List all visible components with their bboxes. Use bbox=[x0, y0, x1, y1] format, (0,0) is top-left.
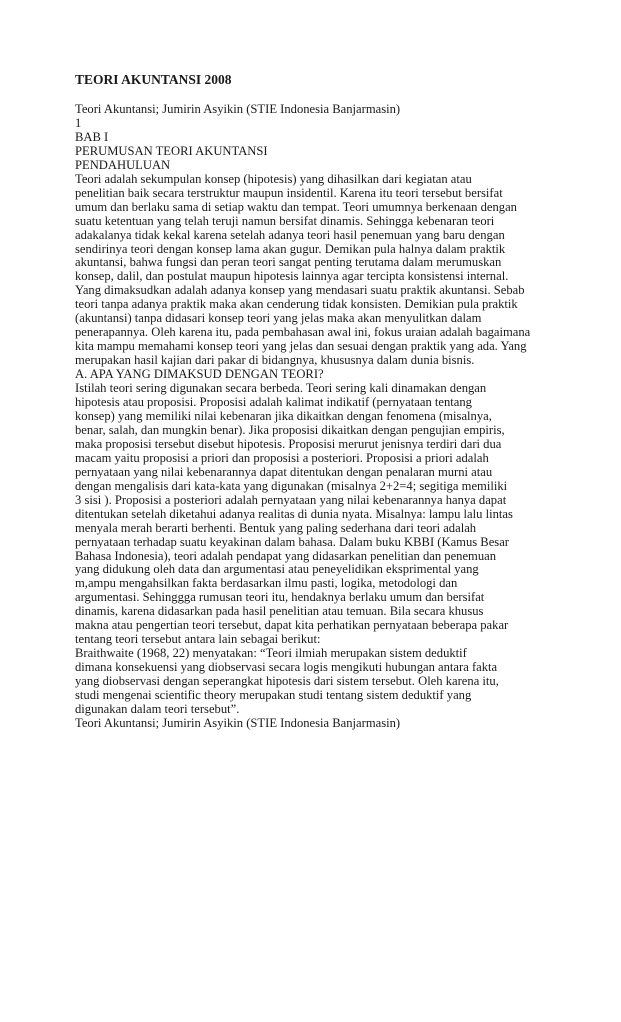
text-line: makna atau pengertian teori tersebut, dapat kita perhatikan pernyataan beberapa pakar bbox=[75, 618, 509, 633]
text-line: Yang dimaksudkan adalah adanya konsep yang mendasari suatu praktik akuntansi. Sebab bbox=[75, 283, 525, 298]
text-line: hipotesis atau proposisi. Proposisi adalah kalimat indikatif (pernyataan tentang bbox=[75, 395, 472, 410]
text-line: Braithwaite (1968, 22) menyatakan: “Teori ilmiah merupakan sistem deduktif bbox=[75, 646, 467, 661]
text-line: merupakan hasil kajian dari pakar di bidangnya, khususnya dalam dunia bisnis. bbox=[75, 353, 475, 368]
text-line: penerapannya. Oleh karena itu, pada pembahasan awal ini, fokus uraian adalah bagaimana bbox=[75, 325, 531, 340]
text-line: (akuntansi) tanpa didasari konsep teori yang jelas maka akan menyulitkan dalam bbox=[75, 311, 482, 326]
text-line: pernyataan terhadap suatu keyakinan dalam bahasa. Dalam buku KBBI (Kamus Besar bbox=[75, 534, 509, 549]
text-line: dimana konsekuensi yang diobservasi secara logis mengikuti hubungan antara fakta bbox=[75, 660, 498, 675]
text-line: dinamis, karena didasarkan pada hasil penelitian atau temuan. Bila secara khusus bbox=[75, 604, 484, 619]
text-line: Istilah teori sering digunakan secara berbeda. Teori sering kali dinamakan dengan bbox=[75, 381, 487, 396]
text-line: konsep, dalil, dan postulat maupun hipotesis lainnya agar tercipta konsistensi internal. bbox=[75, 269, 509, 284]
text-line: benar, salah, dan mungkin benar). Jika proposisi dikaitkan dengan pengujian empiris, bbox=[75, 422, 505, 437]
text-line: 3 sisi ). Proposisi a posteriori adalah pernyataan yang nilai kebenarannya hanya dapat bbox=[75, 492, 507, 507]
text-line: yang diobservasi dengan seperangkat hipotesis dari sistem tersebut. Oleh karena itu, bbox=[75, 674, 499, 689]
text-line: PENDAHULUAN bbox=[75, 157, 171, 172]
text-line: 1 bbox=[75, 115, 82, 130]
text-line: argumentasi. Sehinggga rumusan teori itu, hendaknya berlaku umum dan bersifat bbox=[75, 590, 485, 605]
text-line: m,ampu mengahsilkan fakta berdasarkan ilmu pasti, logika, metodologi dan bbox=[75, 576, 458, 591]
text-line: kita mampu memahami konsep teori yang jelas dan sesuai dengan praktik yang ada. Yang bbox=[75, 339, 527, 354]
text-line: A. APA YANG DIMAKSUD DENGAN TEORI? bbox=[75, 367, 324, 382]
text-line: konsep) yang memiliki nilai kebenaran jika dikaitkan dengan fenomena (misalnya, bbox=[75, 408, 492, 423]
text-line: Teori adalah sekumpulan konsep (hipotesis) yang dihasilkan dari kegiatan atau bbox=[75, 171, 472, 186]
text-line: PERUMUSAN TEORI AKUNTANSI bbox=[75, 143, 268, 158]
text-line: akuntansi, bahwa fungsi dan peran teori sangat penting terutama dalam merumuskan bbox=[75, 255, 502, 270]
text-line: adakalanya tidak kekal karena setelah adanya teori hasil penemuan yang baru dengan bbox=[75, 227, 505, 242]
text-line: ditentukan setelah diketahui adanya realitas di dunia nyata. Misalnya: lampu lalu lintas bbox=[75, 506, 513, 521]
text-line: Teori Akuntansi; Jumirin Asyikin (STIE Indonesia Banjarmasin) bbox=[75, 715, 401, 730]
text-line: umum dan berlaku sama di setiap waktu dan tempat. Teori umumnya berkenaan dengan bbox=[75, 199, 517, 214]
text-line: digunakan dalam teori tersebut”. bbox=[75, 701, 240, 716]
document-body bbox=[75, 103, 530, 731]
text-line: teori tanpa adanya praktik maka akan cenderung tidak konsisten. Demikian pula praktik bbox=[75, 297, 518, 312]
text-line: Bahasa Indonesia), teori adalah pendapat yang didasarkan penelitian dan penemuan bbox=[75, 548, 497, 563]
text-line: studi mengenai scientific theory merupakan studi tentang sistem deduktif yang bbox=[75, 688, 472, 703]
text-line: pernyataan yang nilai kebenarannya dapat ditentukan dengan penalaran murni atau bbox=[75, 464, 493, 479]
text-line: macam yaitu proposisi a priori dan proposisi a posteriori. Proposisi a priori adalah bbox=[75, 450, 489, 465]
text-line: suatu ketentuan yang telah teruji namun bersifat dinamis. Sehingga kebenaran teori bbox=[75, 213, 495, 228]
text-line: yang didukung oleh data dan argumentasi atau peneyelidikan eksprimental yang bbox=[75, 562, 479, 577]
text-line: sendirinya teori dengan konsep lama akan gugur. Demikan pula halnya dalam praktik bbox=[75, 241, 506, 256]
text-line: BAB I bbox=[75, 129, 109, 144]
document-title: TEORI AKUNTANSI 2008 bbox=[75, 72, 232, 87]
text-line: Teori Akuntansi; Jumirin Asyikin (STIE Indonesia Banjarmasin) bbox=[75, 102, 401, 116]
text-line: menyala merah berarti berhenti. Bentuk yang paling sederhana dari teori adalah bbox=[75, 520, 477, 535]
text-line: penelitian baik secara terstruktur maupun insidentil. Karena itu teori tersebut bersifat bbox=[75, 185, 503, 200]
text-line: dengan mengalisis dari kata-kata yang digunakan (misalnya 2+2=4; segitiga memiliki bbox=[75, 478, 508, 493]
text-line: tentang teori tersebut antara lain sebagai berikut: bbox=[75, 632, 321, 647]
text-line: maka proposisi tersebut disebut hipotesis. Proposisi merurut jenisnya terdiri dari dua bbox=[75, 436, 502, 451]
document-page bbox=[75, 72, 530, 731]
